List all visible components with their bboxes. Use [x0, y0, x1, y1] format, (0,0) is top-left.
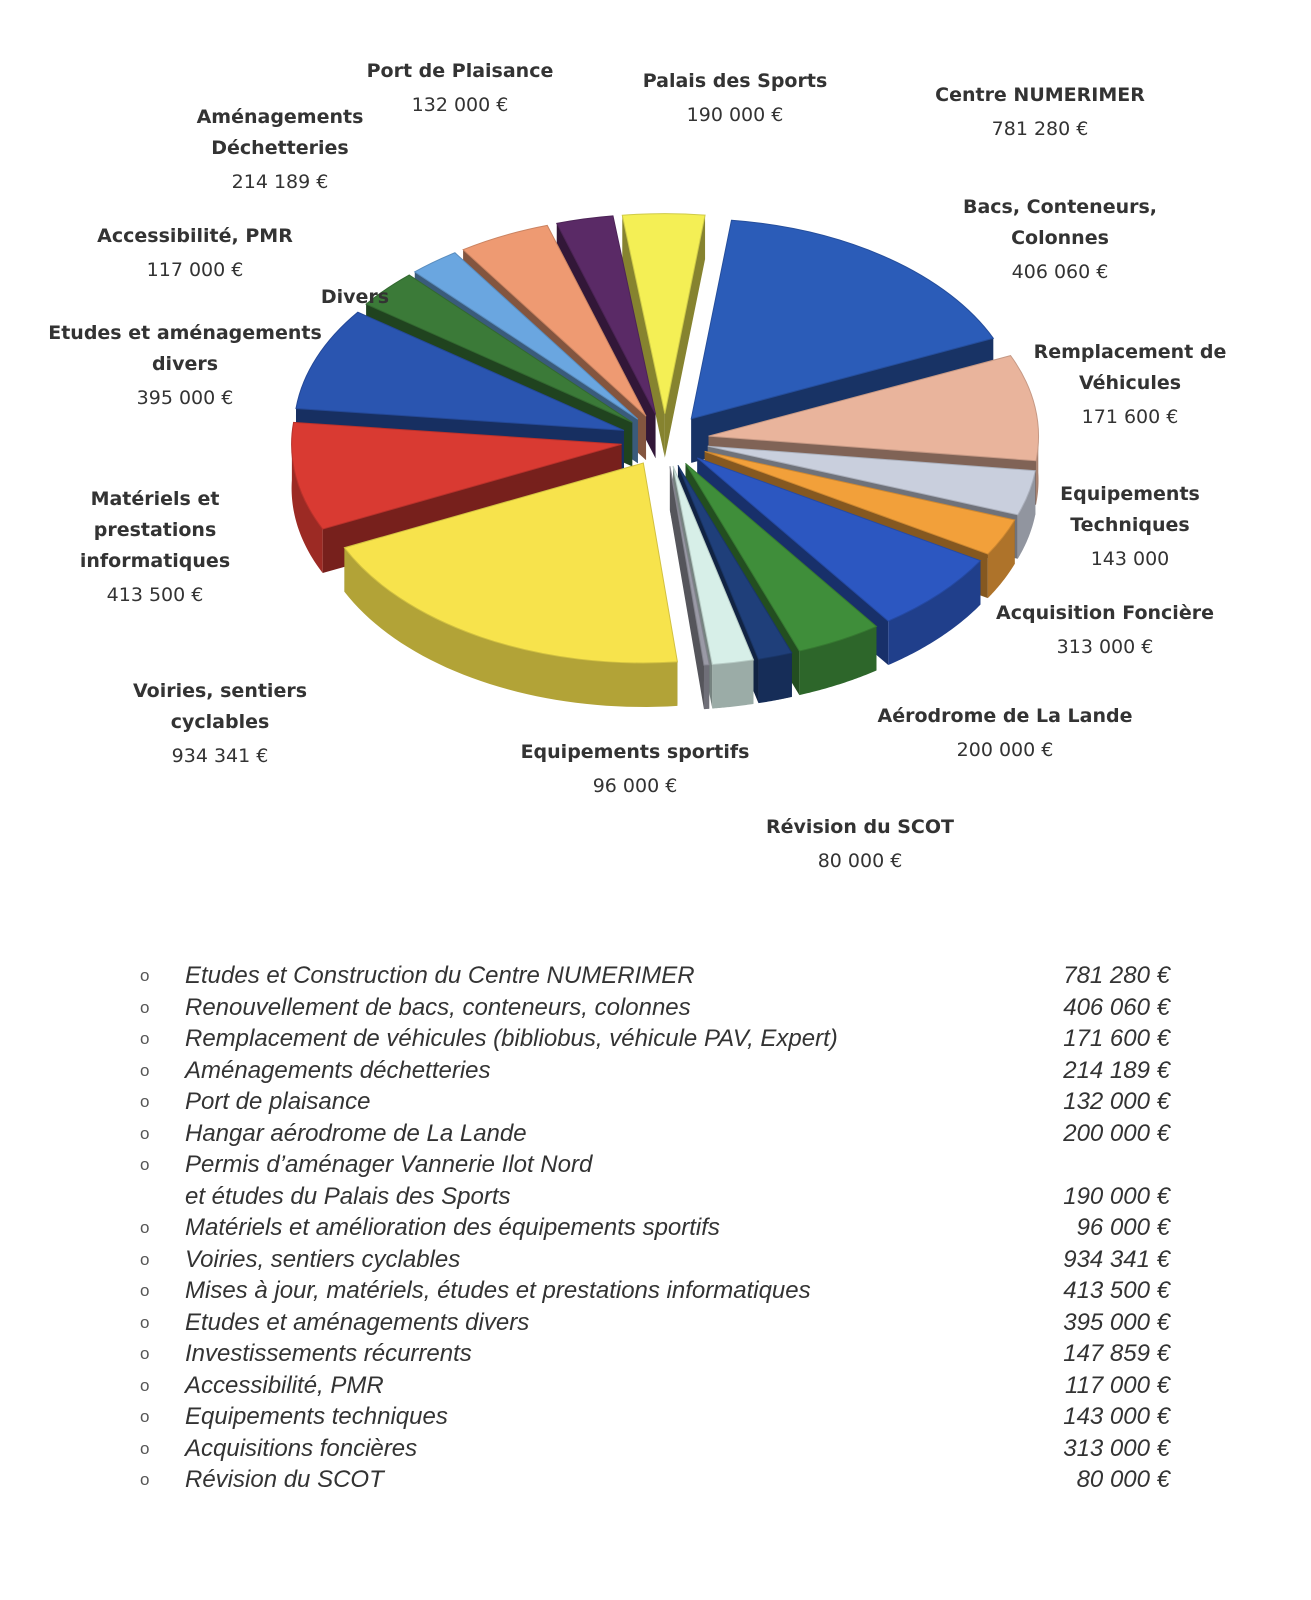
label-value: 132 000 €: [411, 94, 509, 116]
label-value: 395 000 €: [136, 387, 234, 409]
bullet-icon: o: [140, 1375, 150, 1395]
label-value: 413 500 €: [106, 584, 204, 606]
item-label: Hangar aérodrome de La Lande: [185, 1119, 527, 1147]
list-item: [140, 1118, 1170, 1150]
item-amount: 200 000 €: [1063, 1119, 1170, 1147]
item-label: Matériels et amélioration des équipements sportifs: [185, 1214, 720, 1241]
label-name: Etudes et aménagements divers: [48, 322, 322, 375]
label-amenagements-dechetteries: [180, 102, 380, 198]
item-amount: 171 600 €: [1063, 1025, 1170, 1052]
label-etudes-amenagements: [40, 318, 330, 414]
label-centre-numerimer: [920, 80, 1160, 145]
label-voiries: [120, 676, 320, 772]
item-label: Voiries, sentiers cyclables: [185, 1245, 461, 1273]
bullet-icon: o: [140, 1249, 150, 1269]
item-amount: 143 000 €: [1063, 1403, 1170, 1430]
item-amount: 117 000 €: [1065, 1371, 1170, 1399]
item-amount: 96 000 €: [1076, 1214, 1170, 1241]
bullet-icon: o: [140, 1029, 150, 1048]
item-amount: 413 500 €: [1063, 1277, 1170, 1304]
label-value: 934 341 €: [171, 745, 269, 767]
list-item: [140, 1275, 1170, 1307]
item-label: Investissements récurrents: [185, 1340, 472, 1367]
label-value: 143 000: [1090, 548, 1170, 570]
bullet-icon: o: [140, 1312, 150, 1332]
label-name: Equipements sportifs: [520, 741, 750, 763]
label-name: Bacs, Conteneurs, Colonnes: [962, 196, 1158, 249]
label-revision-scot: [760, 812, 960, 877]
list-item: [140, 992, 1170, 1024]
label-name: Divers: [320, 286, 390, 308]
label-aerodrome: [875, 701, 1135, 766]
list-item: [140, 1307, 1170, 1339]
item-label: Acquisitions foncières: [185, 1434, 418, 1462]
label-name: Révision du SCOT: [766, 816, 954, 838]
label-name: Palais des Sports: [642, 70, 828, 92]
slice-outer-wall: [758, 653, 791, 703]
bullet-icon: o: [140, 1092, 150, 1111]
label-name: Voiries, sentiers cyclables: [132, 680, 308, 733]
label-divers: [300, 282, 410, 313]
item-label: Etudes et aménagements divers: [185, 1308, 530, 1336]
list-item: [140, 960, 1170, 992]
list-item: [140, 1244, 1170, 1276]
item-label: Révision du SCOT: [185, 1466, 384, 1493]
label-value: 117 000 €: [146, 259, 244, 281]
item-amount: 406 060 €: [1063, 993, 1170, 1021]
item-amount: 781 280 €: [1063, 962, 1170, 989]
list-item: [140, 1401, 1170, 1433]
label-name: Remplacement de Véhicules: [1033, 341, 1227, 394]
item-amount: 80 000 €: [1076, 1466, 1170, 1493]
label-name: Aérodrome de La Lande: [877, 705, 1133, 727]
item-amount: 214 189 €: [1063, 1056, 1170, 1084]
list-item: [140, 1212, 1170, 1244]
item-label: Aménagements déchetteries: [185, 1056, 491, 1084]
label-name: Aménagements Déchetteries: [196, 106, 364, 159]
list-item: [140, 1055, 1170, 1087]
list-item: [140, 1433, 1170, 1465]
item-label: Etudes et Construction du Centre NUMERIMER: [185, 962, 695, 989]
item-label: Remplacement de véhicules (bibliobus, véhicule PAV, Expert): [185, 1025, 838, 1052]
label-value: 96 000 €: [592, 775, 678, 797]
item-label: Equipements techniques: [185, 1403, 448, 1430]
label-name: Equipements Techniques: [1060, 483, 1200, 536]
bullet-icon: o: [140, 1438, 150, 1458]
bullet-icon: o: [140, 1344, 150, 1363]
bullet-icon: o: [140, 1218, 150, 1237]
label-value: 171 600 €: [1081, 406, 1179, 428]
list-item: [140, 1023, 1170, 1055]
bullet-icon: o: [140, 966, 150, 985]
label-value: 214 189 €: [231, 171, 329, 193]
bullet-icon: o: [140, 1155, 150, 1174]
item-amount: 190 000 €: [1063, 1182, 1170, 1210]
list-item: [140, 1464, 1170, 1496]
label-value: 406 060 €: [1011, 261, 1109, 283]
label-port-plaisance: [360, 56, 560, 121]
item-label: Port de plaisance: [185, 1088, 371, 1115]
bullet-icon: o: [140, 1060, 150, 1080]
list-item: [140, 1338, 1170, 1370]
label-remplacement-vehicules: [1020, 337, 1240, 433]
label-name: Port de Plaisance: [366, 60, 554, 82]
label-value: 80 000 €: [817, 850, 903, 872]
item-label: Mises à jour, matériels, études et prestations informatiques: [185, 1277, 811, 1304]
bullet-icon: o: [140, 997, 150, 1017]
label-materiels-informatiques: [60, 484, 250, 611]
label-accessibilite-pmr: [80, 221, 310, 286]
list-item: [140, 1370, 1170, 1402]
list-item: [140, 1149, 1170, 1212]
item-amount: 934 341 €: [1063, 1245, 1170, 1273]
item-amount: 132 000 €: [1063, 1088, 1170, 1115]
label-value: 200 000 €: [956, 739, 1054, 761]
slice-outer-wall: [704, 665, 709, 709]
label-name: Accessibilité, PMR: [97, 225, 293, 247]
item-label: Accessibilité, PMR: [185, 1371, 384, 1399]
bullet-icon: o: [140, 1470, 150, 1489]
item-label: Permis d’aménager Vannerie Ilot Nord et études du Palais des Sports: [185, 1151, 593, 1210]
item-amount: 313 000 €: [1063, 1434, 1170, 1462]
label-value: 781 280 €: [991, 118, 1089, 140]
bullet-icon: o: [140, 1407, 150, 1426]
item-amount: 395 000 €: [1063, 1308, 1170, 1336]
label-value: 190 000 €: [686, 104, 784, 126]
item-amount: 147 859 €: [1063, 1340, 1170, 1367]
budget-list: [140, 960, 1170, 1496]
bullet-icon: o: [140, 1123, 150, 1143]
label-name: Matériels et prestations informatiques: [79, 488, 231, 572]
item-label: Renouvellement de bacs, conteneurs, colonnes: [185, 993, 691, 1021]
bullet-icon: o: [140, 1281, 150, 1300]
label-bacs-conteneurs: [950, 192, 1170, 288]
label-equipements-techniques: [1040, 479, 1220, 575]
label-name: Acquisition Foncière: [996, 602, 1214, 624]
label-name: Centre NUMERIMER: [935, 84, 1145, 106]
label-palais-sports: [620, 66, 850, 131]
label-value: 313 000 €: [1056, 636, 1154, 658]
label-acquisition-fonciere: [990, 598, 1220, 663]
slice-outer-wall: [712, 660, 753, 709]
label-equipements-sportifs: [510, 737, 760, 802]
list-item: [140, 1086, 1170, 1118]
